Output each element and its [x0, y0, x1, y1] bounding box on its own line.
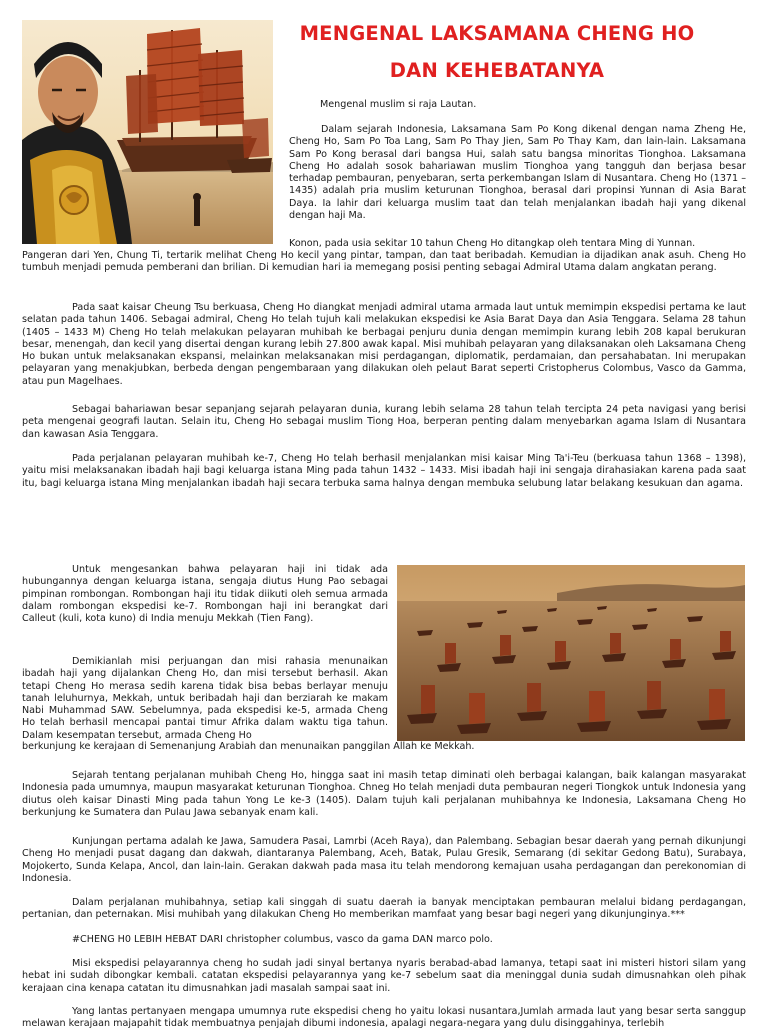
- paragraph-11: #CHENG H0 LEBIH HEBAT DARI christopher columbus, vasco da gama DAN marco polo.: [72, 934, 493, 945]
- title-line-2: DAN KEHEBATANYA: [389, 59, 605, 82]
- title-line-1: MENGENAL LAKSAMANA CHENG HO: [299, 22, 695, 45]
- paragraph-10: Dalam perjalanan muhibahnya, setiap kali singgah di suatu daerah ia banyak menciptakan pembauran melalui bidang perdagangan, pertanian, dan peternakan. Misi muhibah yang dilakukan Cheng Ho memberikan mamfaat yang besar bagi negeri yang dikunjunginya.***: [22, 897, 746, 921]
- paragraph-2: Pangeran dari Yen, Chung Ti, tertarik melihat Cheng Ho kecil yang pintar, tampan, dan taat beribadah. Kemudian ia dijadikan anak asuh. Cheng Ho tumbuh menjadi pemuda pemberani dan brilian. Di kemudian hari ia memegang posisi penting sebagai Admiral Utama dalam angkatan perang.: [22, 250, 746, 274]
- fleet-painting-image: [397, 565, 745, 741]
- paragraph-3: Pada saat kaisar Cheung Tsu berkuasa, Cheng Ho diangkat menjadi admiral utama armada laut untuk memimpin ekspedisi pertama ke laut selatan pada tahun 1406. Sebagai admiral, Cheng Ho telah tujuh kali melakukan ekspedisi ke Asia Barat Daya dan Asia Tenggara. Selama 28 tahun (1405 – 1433 M) Cheng Ho telah melakukan pelayaran muhibah ke berbagai penjuru dunia dengan memimpin kurang lebih 208 kapal berukuran besar, menengah, dan kecil yang disertai dengan kurang lebih 27.800 awak kapal. Misi muhibah pelayaran yang dilaksanakan oleh Laksamana Cheng Ho bukan untuk melaksanakan ekspansi, melainkan melaksanakan misi perdagangan, diplomatik, perdamaian, dan persahabatan. Ini merupakan pelayaran yang menakjubkan, berbeda dengan pengembaraan yang dilakukan oleh pelaut Barat seperti Cristopherus Colombus, Vasco da Gamma, atau pun Magelhaes.: [22, 302, 746, 387]
- paragraph-7: Demikianlah misi perjuangan dan misi rahasia menunaikan ibadah haji yang dijalankan Cheng Ho, dan misi tersebut berhasil. Akan tetapi Cheng Ho merasa sedih karena tidak bisa bebas berlayar menuju tanah leluhurnya, Mekkah, untuk beribadah haji dan berziarah ke makam Nabi Muhammad SAW. Sebelumnya, pada ekspedisi ke-5, armada Cheng Ho telah berhasil mencapai pantai timur Afrika dalam waktu tiga tahun. Dalam kesempatan tersebut, armada Cheng Ho: [22, 656, 388, 741]
- paragraph-9: Kunjungan pertama adalah ke Jawa, Samudera Pasai, Lamrbi (Aceh Raya), dan Palembang. Sebagian besar daerah yang pernah dikunjungi Cheng Ho menjadi pusat dagang dan dakwah, diantaranya Palembang, Aceh, Batak, Pulau Gresik, Semarang (di sekitar Gedong Batu), Surabaya, Mojokerto, Sunda Kelapa, Ancol, dan lain-lain. Gerakan dakwah pada masa itu telah mendorong kemajuan usaha perdagangan dan perekonomian di Indonesia.: [22, 836, 746, 884]
- paragraph-13: Yang lantas pertanyaen mengapa umumnya rute ekspedisi cheng ho yaitu lokasi nusantara,Jumlah armada laut yang besar serta sanggup melawan kerajaan majapahit tidak membuatnya penjajah dibumi indonesia, apalagi negara-negara yang dulu disinggahinya, terlebih: [22, 1006, 746, 1030]
- paragraph-4: Sebagai bahariawan besar sepanjang sejarah pelayaran dunia, kurang lebih selama 28 tahun telah tercipta 24 peta navigasi yang berisi peta mengenai geografi lautan. Selain itu, Cheng Ho sebagai muslim Tiong Hoa, berperan penting dalam menyebarkan agama Islam di Nusantara dan kawasan Asia Tenggara.: [22, 404, 746, 440]
- subtitle: Mengenal muslim si raja Lautan.: [320, 99, 477, 110]
- paragraph-2-start: Konon, pada usia sekitar 10 tahun Cheng Ho ditangkap oleh tentara Ming di Yunnan.: [289, 238, 696, 249]
- paragraph-6: Untuk mengesankan bahwa pelayaran haji ini tidak ada hubungannya dengan keluarga istana, sengaja diutus Hung Pao sebagai pimpinan rombongan. Rombongan haji itu tidak diikuti oleh semua armada dalam rombongan ekspedisi ke-7. Rombongan haji ini berangkat dari Calleut (kuli, kota kuno) di India menuju Mekkah (Tien Fang).: [22, 564, 388, 625]
- paragraph-5: Pada perjalanan pelayaran muhibah ke-7, Cheng Ho telah berhasil menjalankan misi kaisar Ming Ta'i-Teu (berkuasa tahun 1368 – 1398), yaitu misi melaksanakan ibadah haji bagi keluarga istana Ming pada tahun 1432 – 1433. Misi ibadah haji ini sengaja dirahasiakan karena pada saat itu, bagi keluarga istana Ming menjalankan ibadah haji secara terbuka sama halnya dengan membuka selubung latar belakang kesukuan dan agama.: [22, 453, 746, 489]
- paragraph-12: Misi ekspedisi pelayarannya cheng ho sudah jadi sinyal bertanya nyaris berabad-abad lamanya, tetapi saat ini misteri histori silam yang hebat ini sudah dibongkar kembali. catatan ekspedisi pelayarannya yang ke-7 sebelum saat dia meninggal dunia sudah dimusnahkan oleh pihak kerajaan cina kenapa catatan itu dimusnahkan jadi masalah sampai saat ini.: [22, 958, 746, 994]
- paragraph-1: Dalam sejarah Indonesia, Laksamana Sam Po Kong dikenal dengan nama Zheng He, Cheng Ho, Sam Po Toa Lang, Sam Po Thay Jien, Sam Po Thay Kam, dan lain-lain. Laksamana Sam Po Kong berasal dari bangsa Hui, salah satu bangsa minoritas Tionghoa. Laksamana Cheng Ho adalah sosok bahariawan muslim Tionghoa yang tangguh dan berjasa besar terhadap pembauran, penyebaran, serta perkembangan Islam di Nusantara. Cheng Ho (1371 – 1435) adalah pria muslim keturunan Tionghoa, berasal dari propinsi Yunnan di Asia Barat Daya. Ia lahir dari keluarga muslim taat dan telah menjalankan ibadah haji yang dikenal dengan haji Ma.: [289, 124, 746, 222]
- paragraph-7-end: berkunjung ke kerajaan di Semenanjung Arabiah dan menunaikan panggilan Allah ke Mekkah.: [22, 741, 475, 752]
- cheng-ho-portrait-image: [22, 20, 273, 244]
- paragraph-8: Sejarah tentang perjalanan muhibah Cheng Ho, hingga saat ini masih tetap diminati oleh berbagai kalangan, baik kalangan masyarakat Indonesia pada umumnya, maupun masyarakat keturunan Tionghoa. Chneg Ho telah menjadi duta pembauran negeri Tiongkok untuk Indonesia yang diutus oleh kaisar Dinasti Ming pada tahun Yong Le ke-3 (1405). Dalam tujuh kali perjalanan muhibahnya ke Indonesia, Laksamana Cheng Ho berkunjung ke Sumatera dan Pulau Jawa sebanyak enam kali.: [22, 770, 746, 818]
